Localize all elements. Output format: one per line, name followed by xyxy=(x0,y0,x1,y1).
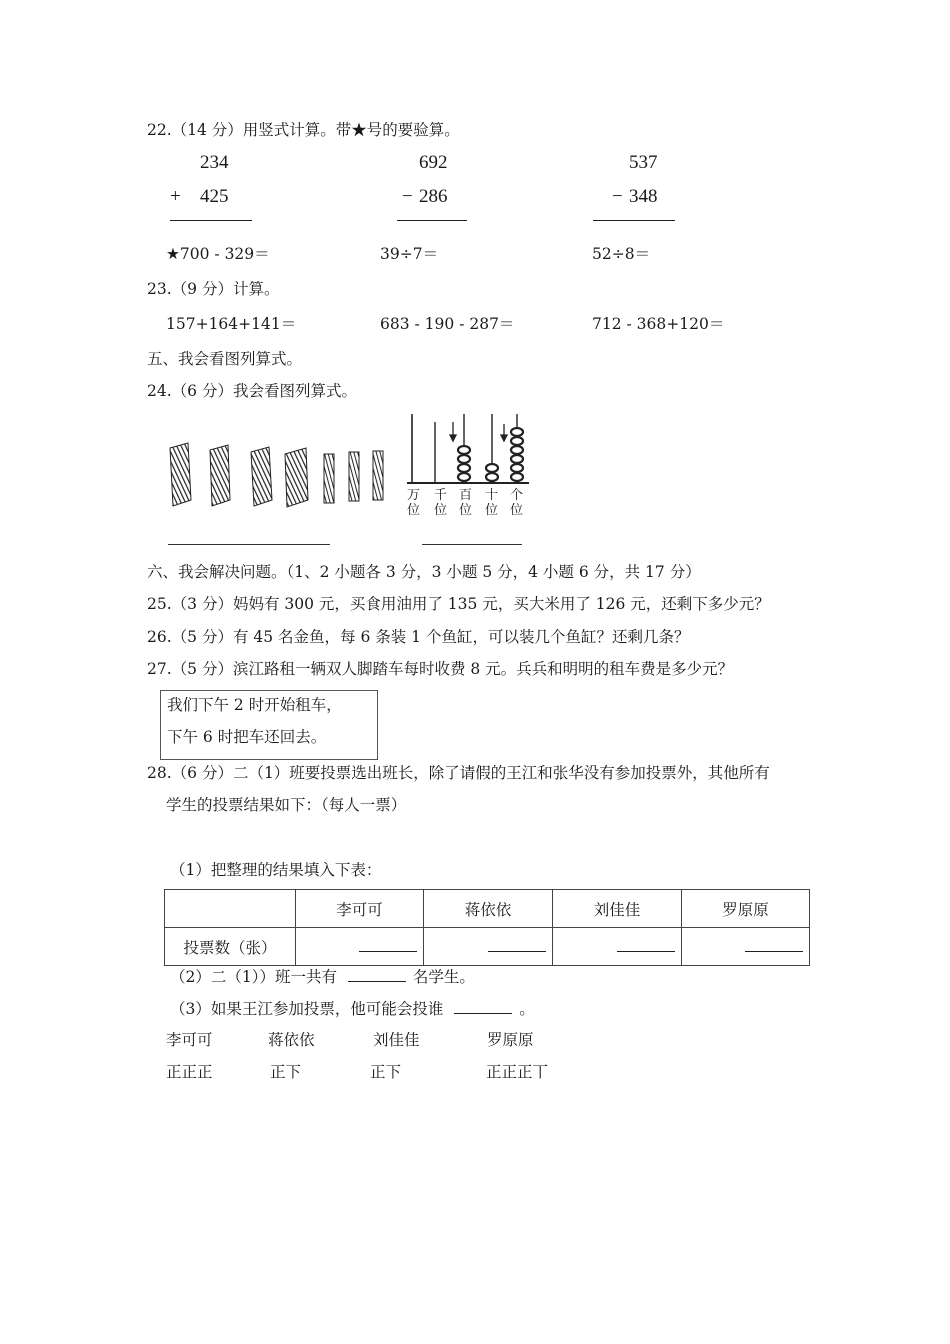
calc-underline xyxy=(170,220,252,221)
q28-line-2: 学生的投票结果如下：（每人一票） xyxy=(166,796,407,814)
q23-item-1: 157+164+141＝ xyxy=(166,315,297,333)
q22-extra-3: 52÷8＝ xyxy=(592,245,651,263)
q22-extra-1: ★700 - 329＝ xyxy=(166,245,270,263)
vote-count-label: 投票数（张） xyxy=(165,928,296,966)
q28-sub2-suffix: 名学生。 xyxy=(412,968,475,986)
minus-sign: − xyxy=(612,186,623,207)
vote-count-cell[interactable] xyxy=(296,928,424,966)
tally-name: 刘佳佳 xyxy=(373,1031,420,1049)
hundred-bundle-2 xyxy=(210,445,230,506)
abacus-label-wei: 位 xyxy=(485,503,499,518)
calc-underline xyxy=(397,220,467,221)
vertical-top-number: 692 xyxy=(419,152,448,173)
hundred-bundle-3 xyxy=(251,447,272,506)
q28-line-1: 28.（6 分）二（1）班要投票选出班长，除了请假的王江和张华没有参加投票外，其他所有 xyxy=(147,764,770,782)
ten-bundle-3 xyxy=(373,451,383,500)
hundred-bundle-1 xyxy=(170,443,191,506)
hundreds-beads xyxy=(458,446,470,481)
vote-table-corner-cell xyxy=(165,890,296,928)
tally-marks: 正正正丅 xyxy=(486,1063,549,1081)
q23-item-2: 683 - 190 - 287＝ xyxy=(380,315,515,333)
abacus-label-qian: 千 xyxy=(434,488,448,503)
q28-sub1: （1）把整理的结果填入下表： xyxy=(170,861,382,879)
q23-title: 23.（9 分）计算。 xyxy=(147,280,280,298)
q22-extra-2: 39÷7＝ xyxy=(380,245,439,263)
section-6-heading: 六、我会解决问题。（1、2 小题各 3 分，3 小题 5 分，4 小题 6 分，共 17 分） xyxy=(147,563,701,581)
vertical-bottom-number: 286 xyxy=(419,186,448,207)
candidate-header: 蒋依依 xyxy=(424,890,553,928)
ones-beads xyxy=(511,428,523,481)
tally-marks: 正下 xyxy=(270,1063,302,1081)
q23-item-3: 712 - 368+120＝ xyxy=(592,315,725,333)
rental-info-line-2: 下午 6 时把车还回去。 xyxy=(167,728,327,746)
q28-sub3 xyxy=(170,999,535,1019)
stick-bundles-image xyxy=(160,440,392,516)
vertical-top-number: 234 xyxy=(200,152,229,173)
answer-line-bundles[interactable] xyxy=(168,544,330,545)
q26-text: 26.（5 分）有 45 名金鱼，每 6 条装 1 个鱼缸，可以装几个鱼缸？还剩几条？ xyxy=(147,628,690,646)
abacus-label-shi: 十 xyxy=(485,488,499,503)
q27-title: 27.（5 分）滨江路租一辆双人脚踏车每时收费 8 元。兵兵和明明的租车费是多少元？ xyxy=(147,660,734,678)
down-arrow-icon xyxy=(501,424,507,441)
abacus-image xyxy=(405,412,537,484)
q28-sub2 xyxy=(170,967,475,987)
hundred-bundle-4 xyxy=(285,448,308,507)
candidate-header: 罗原原 xyxy=(682,890,810,928)
vote-count-cell[interactable] xyxy=(682,928,810,966)
student-total-blank[interactable] xyxy=(348,969,406,982)
ten-bundle-2 xyxy=(349,452,359,501)
vote-table-header-row xyxy=(165,890,810,928)
abacus-label-wei: 位 xyxy=(434,503,448,518)
calc-underline xyxy=(593,220,675,221)
answer-line-abacus[interactable] xyxy=(422,544,522,545)
abacus-label-wan: 万 xyxy=(407,488,421,503)
vote-count-cell[interactable] xyxy=(424,928,553,966)
vote-table xyxy=(164,889,810,966)
q22-title: 22.（14 分）用竖式计算。带★号的要验算。 xyxy=(147,121,460,139)
abacus-label-wei: 位 xyxy=(459,503,473,518)
vote-count-cell[interactable] xyxy=(553,928,682,966)
q25-text: 25.（3 分）妈妈有 300 元，买食用油用了 135 元，买大米用了 126 元，还剩下多少元？ xyxy=(147,595,770,613)
minus-sign: − xyxy=(402,186,413,207)
plus-sign: + xyxy=(170,186,181,207)
vertical-top-number: 537 xyxy=(629,152,658,173)
abacus-label-bai: 百 xyxy=(459,488,473,503)
q28-sub2-prefix: （2）二（1））班一共有 xyxy=(170,968,337,986)
tally-name: 罗原原 xyxy=(487,1031,534,1049)
abacus-label-ge: 个 xyxy=(510,488,524,503)
vertical-bottom-number: 425 xyxy=(200,186,229,207)
vertical-bottom-number: 348 xyxy=(629,186,658,207)
rental-info-line-1: 我们下午 2 时开始租车， xyxy=(167,696,342,714)
section-5-heading: 五、我会看图列算式。 xyxy=(147,350,303,368)
q28-sub3-prefix: （3）如果王江参加投票，他可能会投谁 xyxy=(170,1000,444,1018)
tally-marks: 正下 xyxy=(370,1063,402,1081)
vote-table-count-row xyxy=(165,928,810,966)
down-arrow-icon xyxy=(450,422,456,441)
candidate-header: 李可可 xyxy=(296,890,424,928)
tally-marks: 正正正 xyxy=(166,1063,213,1081)
answer-blank[interactable] xyxy=(617,939,675,952)
q24-title: 24.（6 分）我会看图列算式。 xyxy=(147,382,357,400)
wangjiang-vote-blank[interactable] xyxy=(454,1001,512,1014)
tens-beads xyxy=(486,464,498,481)
answer-blank[interactable] xyxy=(359,939,417,952)
abacus-label-wei: 位 xyxy=(407,503,421,518)
candidate-header: 刘佳佳 xyxy=(553,890,682,928)
answer-blank[interactable] xyxy=(488,939,546,952)
tally-name: 李可可 xyxy=(166,1031,213,1049)
answer-blank[interactable] xyxy=(745,939,803,952)
ten-bundle-1 xyxy=(324,454,334,503)
abacus-label-wei: 位 xyxy=(510,503,524,518)
tally-name: 蒋依依 xyxy=(268,1031,315,1049)
q28-sub3-suffix: 。 xyxy=(519,1000,535,1018)
